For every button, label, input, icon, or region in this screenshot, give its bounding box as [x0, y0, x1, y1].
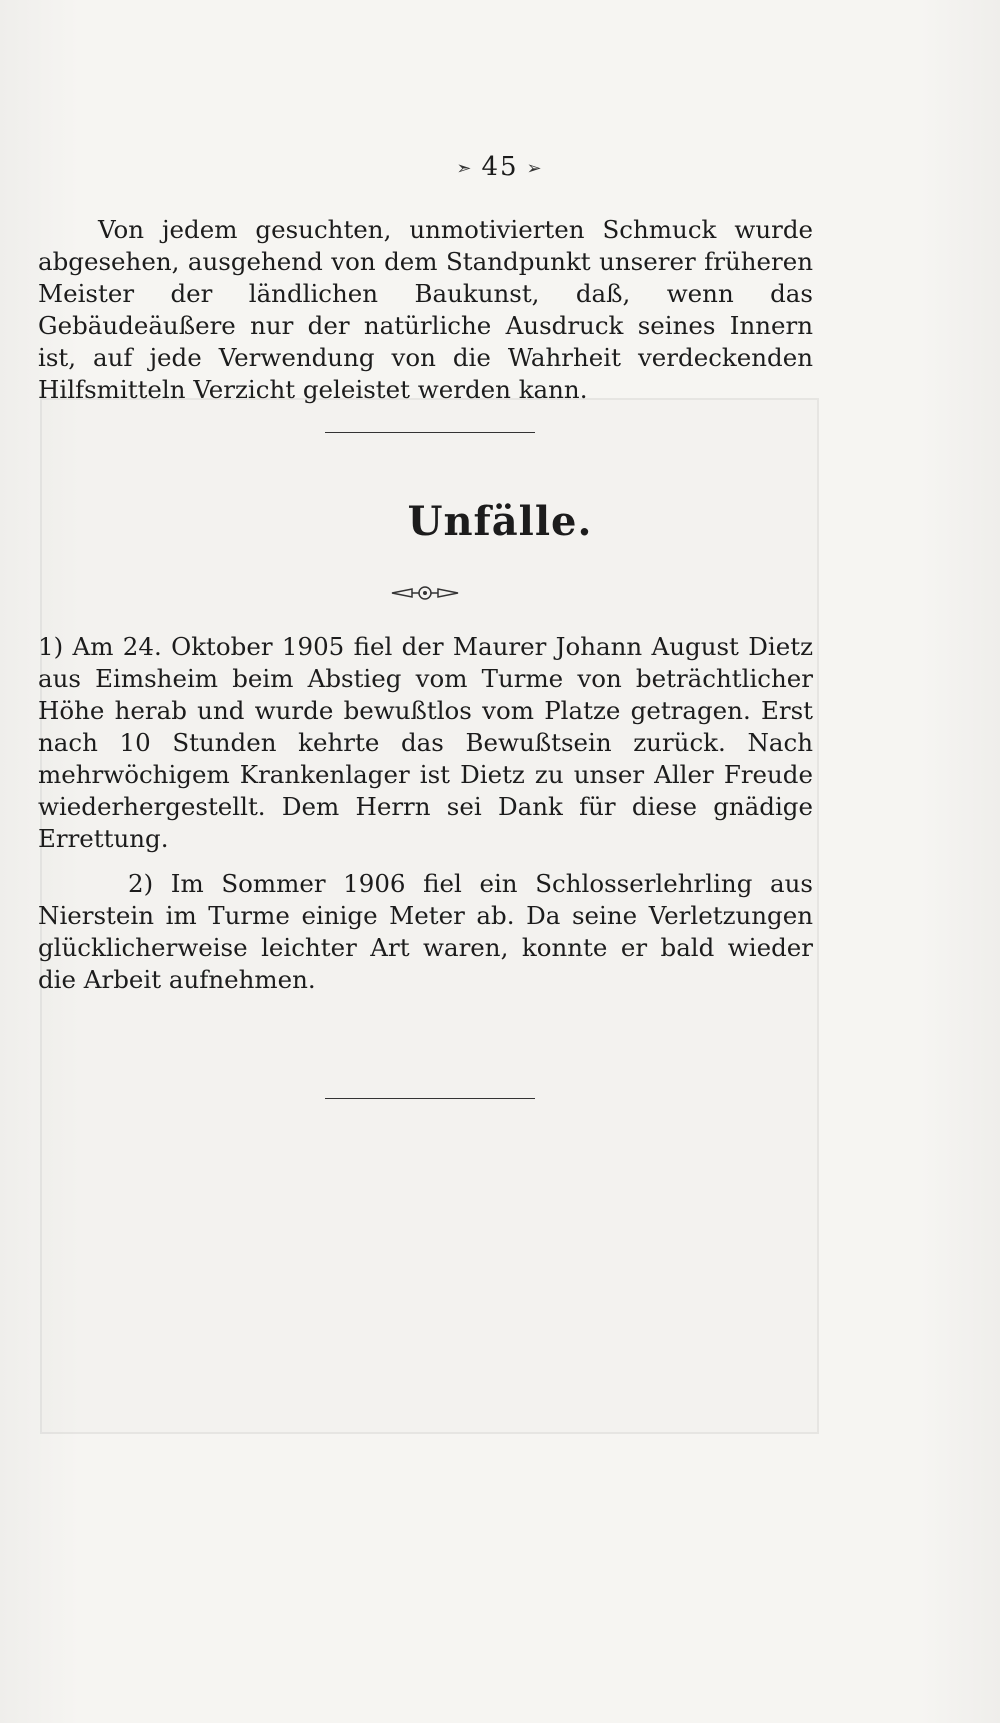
accident-1-paragraph: 1) Am 24. Oktober 1905 fiel der Maurer Johann August Dietz aus Eimsheim beim Abstieg vom Turme von beträchtlicher Höhe herab und wurde bewußtlos vom Platze getragen. Erst nach 10 Stunden kehrte das Bewußtsein zurück. Nach mehrwöchigem Krankenlager ist Dietz zu unser Aller Freude wiederhergestellt. Dem Herrn sei Dank für diese gnädige Errettung.	[38, 632, 813, 853]
section-title: Unfälle.	[407, 498, 593, 545]
flourish-ornament-icon	[390, 582, 460, 604]
accident-2-paragraph: 2) Im Sommer 1906 fiel ein Schlosserlehrling aus Nierstein im Turme einige Meter ab. Da seine Verletzungen glücklicherweise leichter Art waren, konnte er bald wieder die Arbeit aufnehmen.	[38, 869, 813, 994]
divider-rule-bottom	[325, 1098, 535, 1099]
page-number: 45	[481, 152, 519, 182]
left-ornament-icon: ➣	[456, 157, 474, 179]
right-ornament-icon: ➢	[526, 157, 544, 179]
intro-paragraph: Von jedem gesuchten, unmotivierten Schmuck wurde abgesehen, ausgehend von dem Standpunkt unserer früheren Meister der ländlichen Baukunst, daß, wenn das Gebäudeäußere nur der natürliche Ausdruck seines Innern ist, auf jede Verwendung von die Wahrheit verdeckenden Hilfsmitteln Verzicht geleistet werden kann.	[38, 215, 813, 404]
page-header	[0, 152, 1000, 182]
divider-rule-top	[325, 432, 535, 433]
